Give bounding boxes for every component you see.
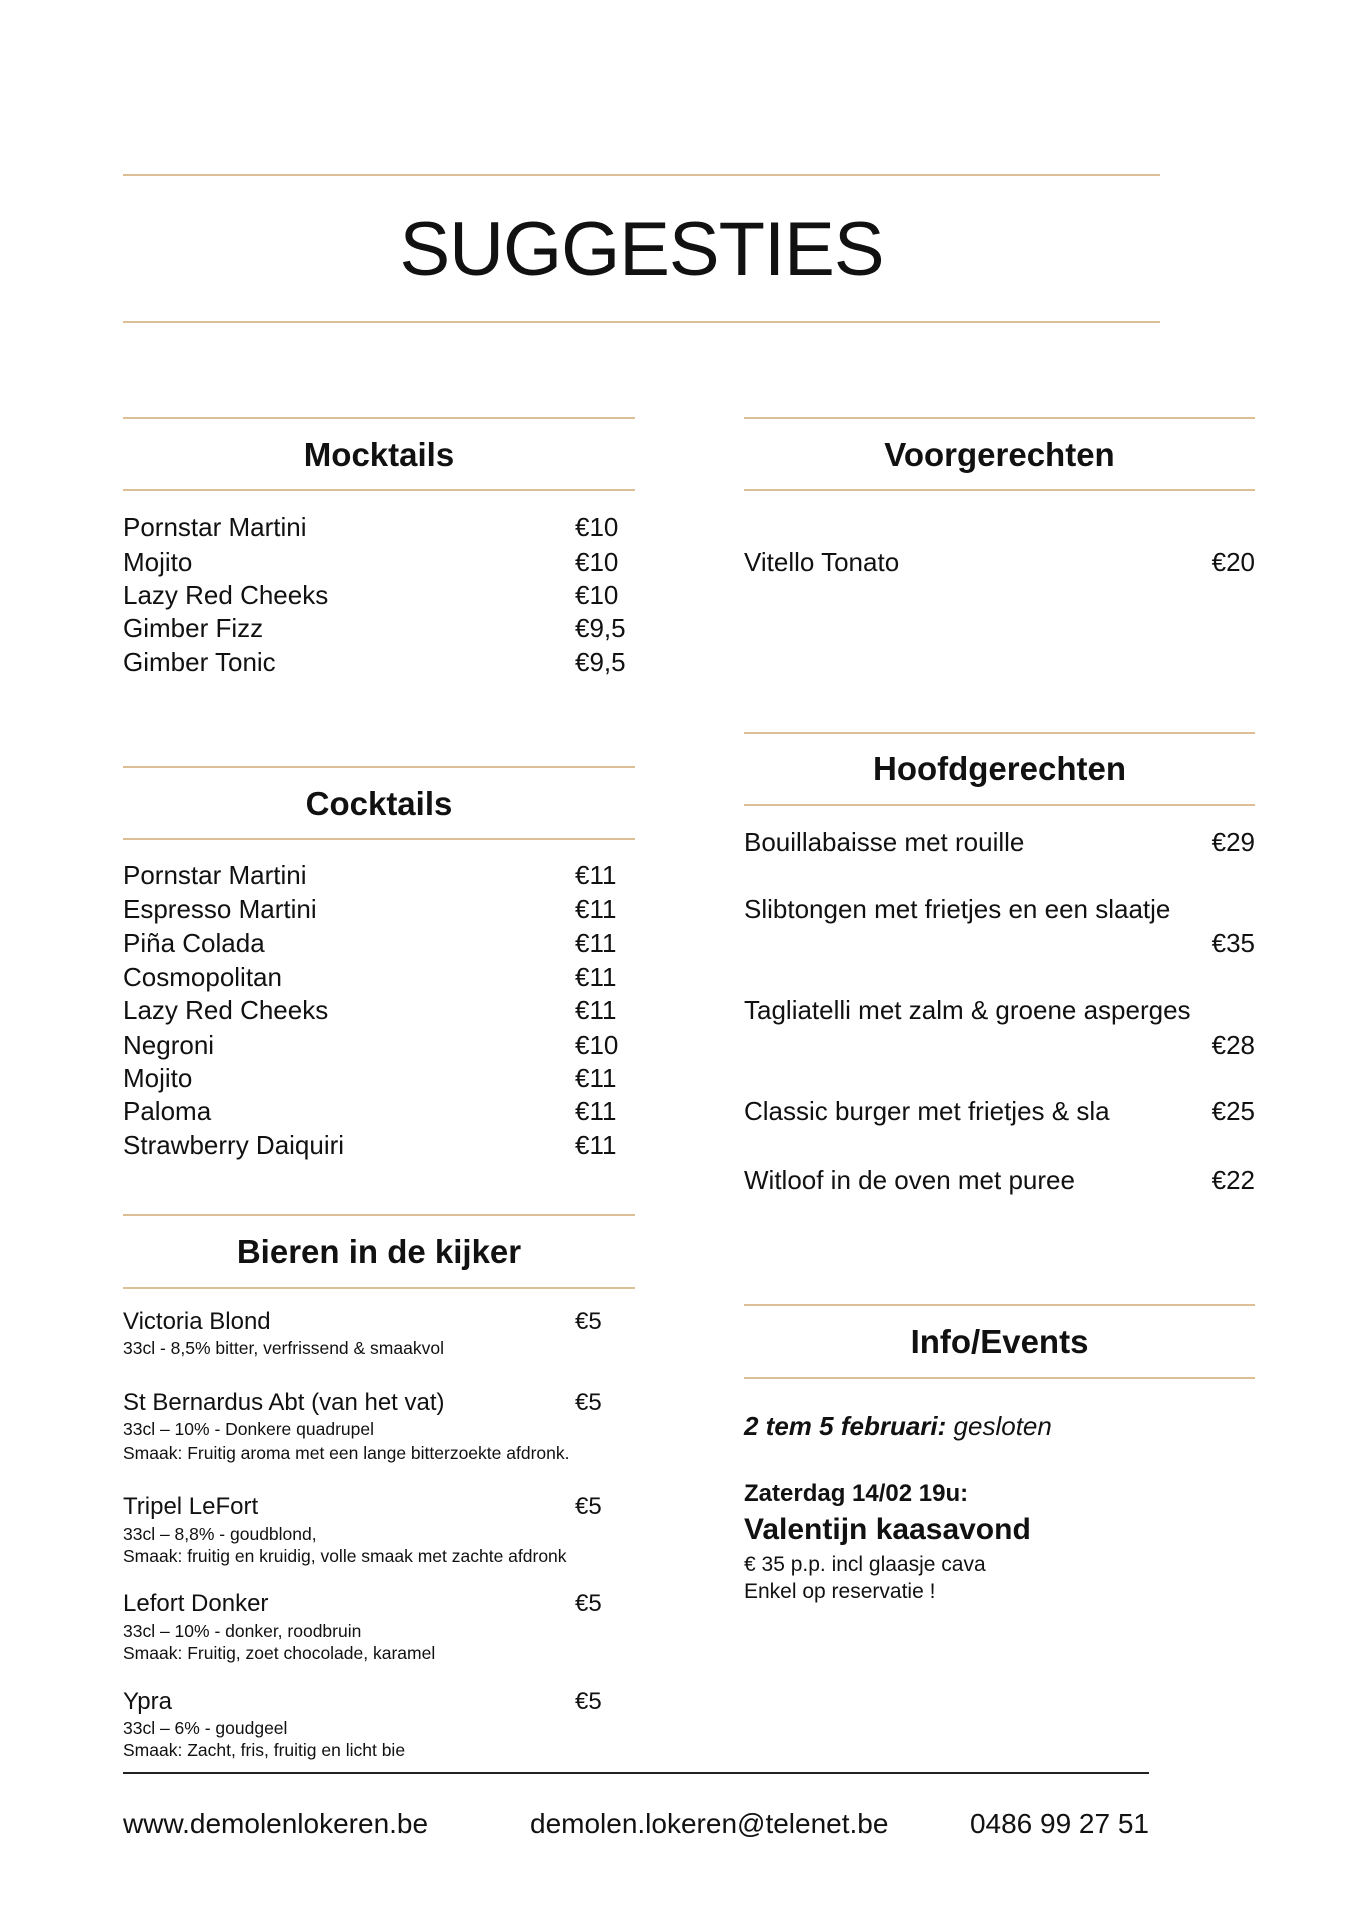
mains-bottom-rule bbox=[744, 804, 1255, 806]
menu-item-name: Classic burger met frietjes & sla bbox=[744, 1096, 1110, 1126]
beer-detail: 33cl – 10% - Donkere quadrupel bbox=[123, 1419, 374, 1439]
footer-email: demolen.lokeren@telenet.be bbox=[530, 1808, 889, 1839]
menu-item-name: Gimber Tonic bbox=[123, 647, 276, 677]
starters-top-rule bbox=[744, 417, 1255, 419]
menu-item-name: Lazy Red Cheeks bbox=[123, 580, 329, 610]
menu-item-price: €25 bbox=[1211, 1096, 1255, 1126]
mocktails-bottom-rule bbox=[123, 489, 635, 491]
info-top-rule bbox=[744, 1304, 1255, 1306]
menu-item-name: Pornstar Martini bbox=[123, 512, 307, 542]
menu-item-price: €11 bbox=[575, 928, 617, 958]
menu-item-price: €35 bbox=[1211, 928, 1255, 958]
menu-item-price: €10 bbox=[575, 1030, 619, 1060]
menu-item-price: €11 bbox=[575, 1130, 617, 1160]
menu-item-price: €11 bbox=[575, 995, 617, 1025]
event-price: € 35 p.p. incl glaasje cava bbox=[744, 1553, 986, 1576]
beer-detail: Smaak: Fruitig aroma met een lange bitterzoekte afdronk. bbox=[123, 1443, 570, 1463]
menu-item-name: Slibtongen met frietjes en een slaatje bbox=[744, 894, 1171, 924]
beer-detail: 33cl – 10% - donker, roodbruin bbox=[123, 1621, 362, 1641]
beer-name: Lefort Donker bbox=[123, 1590, 269, 1617]
menu-item-price: €11 bbox=[575, 962, 617, 992]
event-note: Enkel op reservatie ! bbox=[744, 1580, 936, 1603]
menu-item-name: Mojito bbox=[123, 547, 193, 577]
event-date: Zaterdag 14/02 19u: bbox=[744, 1480, 969, 1507]
menu-item-name: Negroni bbox=[123, 1030, 215, 1060]
info-heading: Info/Events bbox=[910, 1323, 1089, 1360]
menu-item-price: €10 bbox=[575, 547, 619, 577]
event-title: Valentijn kaasavond bbox=[744, 1513, 1031, 1546]
menu-item-name: Piña Colada bbox=[123, 928, 265, 958]
menu-item-price: €10 bbox=[575, 512, 619, 542]
beer-price: €5 bbox=[575, 1389, 602, 1416]
title-bottom-rule bbox=[123, 321, 1160, 323]
footer-phone: 0486 99 27 51 bbox=[969, 1808, 1149, 1839]
menu-item-name: Mojito bbox=[123, 1063, 193, 1093]
menu-item-price: €9,5 bbox=[575, 613, 626, 643]
menu-item-name: Witloof in de oven met puree bbox=[744, 1165, 1075, 1195]
closure-status: gesloten bbox=[953, 1411, 1052, 1441]
menu-item-name: Lazy Red Cheeks bbox=[123, 995, 329, 1025]
menu-item-price: €11 bbox=[575, 1063, 617, 1093]
menu-item-name: Pornstar Martini bbox=[123, 860, 307, 890]
beer-detail: 33cl – 6% - goudgeel bbox=[123, 1718, 288, 1738]
beer-detail: Smaak: Zacht, fris, fruitig en licht bie bbox=[123, 1740, 406, 1760]
page-title: SUGGESTIES bbox=[399, 207, 884, 292]
beer-price: €5 bbox=[575, 1308, 602, 1335]
beer-price: €5 bbox=[575, 1688, 602, 1715]
menu-item-price: €9,5 bbox=[575, 647, 626, 677]
mocktails-heading: Mocktails bbox=[303, 436, 455, 473]
menu-item-name: Gimber Fizz bbox=[123, 613, 264, 643]
menu-item-name: Bouillabaisse met rouille bbox=[744, 827, 1025, 857]
mains-top-rule bbox=[744, 732, 1255, 734]
cocktails-top-rule bbox=[123, 766, 635, 768]
beer-detail: 33cl – 8,8% - goudblond, bbox=[123, 1524, 317, 1544]
info-bottom-rule bbox=[744, 1377, 1255, 1379]
beer-name: St Bernardus Abt (van het vat) bbox=[123, 1389, 445, 1416]
menu-item-price: €22 bbox=[1211, 1165, 1255, 1195]
menu-item-price: €29 bbox=[1211, 827, 1255, 857]
menu-item-name: Paloma bbox=[123, 1096, 212, 1126]
menu-item-price: €10 bbox=[575, 580, 619, 610]
menu-item-name: Tagliatelli met zalm & groene asperges bbox=[744, 995, 1191, 1025]
footer-website: www.demolenlokeren.be bbox=[123, 1808, 429, 1839]
beer-name: Tripel LeFort bbox=[123, 1493, 259, 1520]
starters-heading: Voorgerechten bbox=[884, 436, 1115, 473]
menu-item-price: €11 bbox=[575, 1096, 617, 1126]
menu-item-price: €28 bbox=[1211, 1030, 1255, 1060]
mocktails-top-rule bbox=[123, 417, 635, 419]
menu-item-name: Strawberry Daiquiri bbox=[123, 1130, 345, 1160]
beer-name: Victoria Blond bbox=[123, 1308, 271, 1335]
beer-price: €5 bbox=[575, 1590, 602, 1617]
beer-name: Ypra bbox=[123, 1688, 172, 1715]
menu-item-name: Vitello Tonato bbox=[744, 547, 900, 577]
beers-top-rule bbox=[123, 1214, 635, 1216]
menu-item-name: Espresso Martini bbox=[123, 894, 317, 924]
menu-item-name: Cosmopolitan bbox=[123, 962, 282, 992]
footer-rule bbox=[123, 1772, 1149, 1774]
beer-detail: Smaak: Fruitig, zoet chocolade, karamel bbox=[123, 1643, 436, 1663]
menu-item-price: €20 bbox=[1211, 547, 1255, 577]
beer-detail: 33cl - 8,5% bitter, verfrissend & smaakvol bbox=[123, 1338, 444, 1358]
menu-item-price: €11 bbox=[575, 894, 617, 924]
cocktails-heading: Cocktails bbox=[305, 785, 453, 822]
closure-notice bbox=[744, 1409, 1052, 1443]
beers-bottom-rule bbox=[123, 1287, 635, 1289]
beer-detail: Smaak: fruitig en kruidig, volle smaak met zachte afdronk bbox=[123, 1546, 567, 1566]
beer-price: €5 bbox=[575, 1493, 602, 1520]
starters-bottom-rule bbox=[744, 489, 1255, 491]
title-top-rule bbox=[123, 174, 1160, 176]
closure-dates: 2 tem 5 februari: bbox=[744, 1411, 947, 1441]
mains-heading: Hoofdgerechten bbox=[872, 750, 1126, 787]
cocktails-bottom-rule bbox=[123, 838, 635, 840]
beers-heading: Bieren in de kijker bbox=[236, 1233, 522, 1270]
menu-item-price: €11 bbox=[575, 860, 617, 890]
